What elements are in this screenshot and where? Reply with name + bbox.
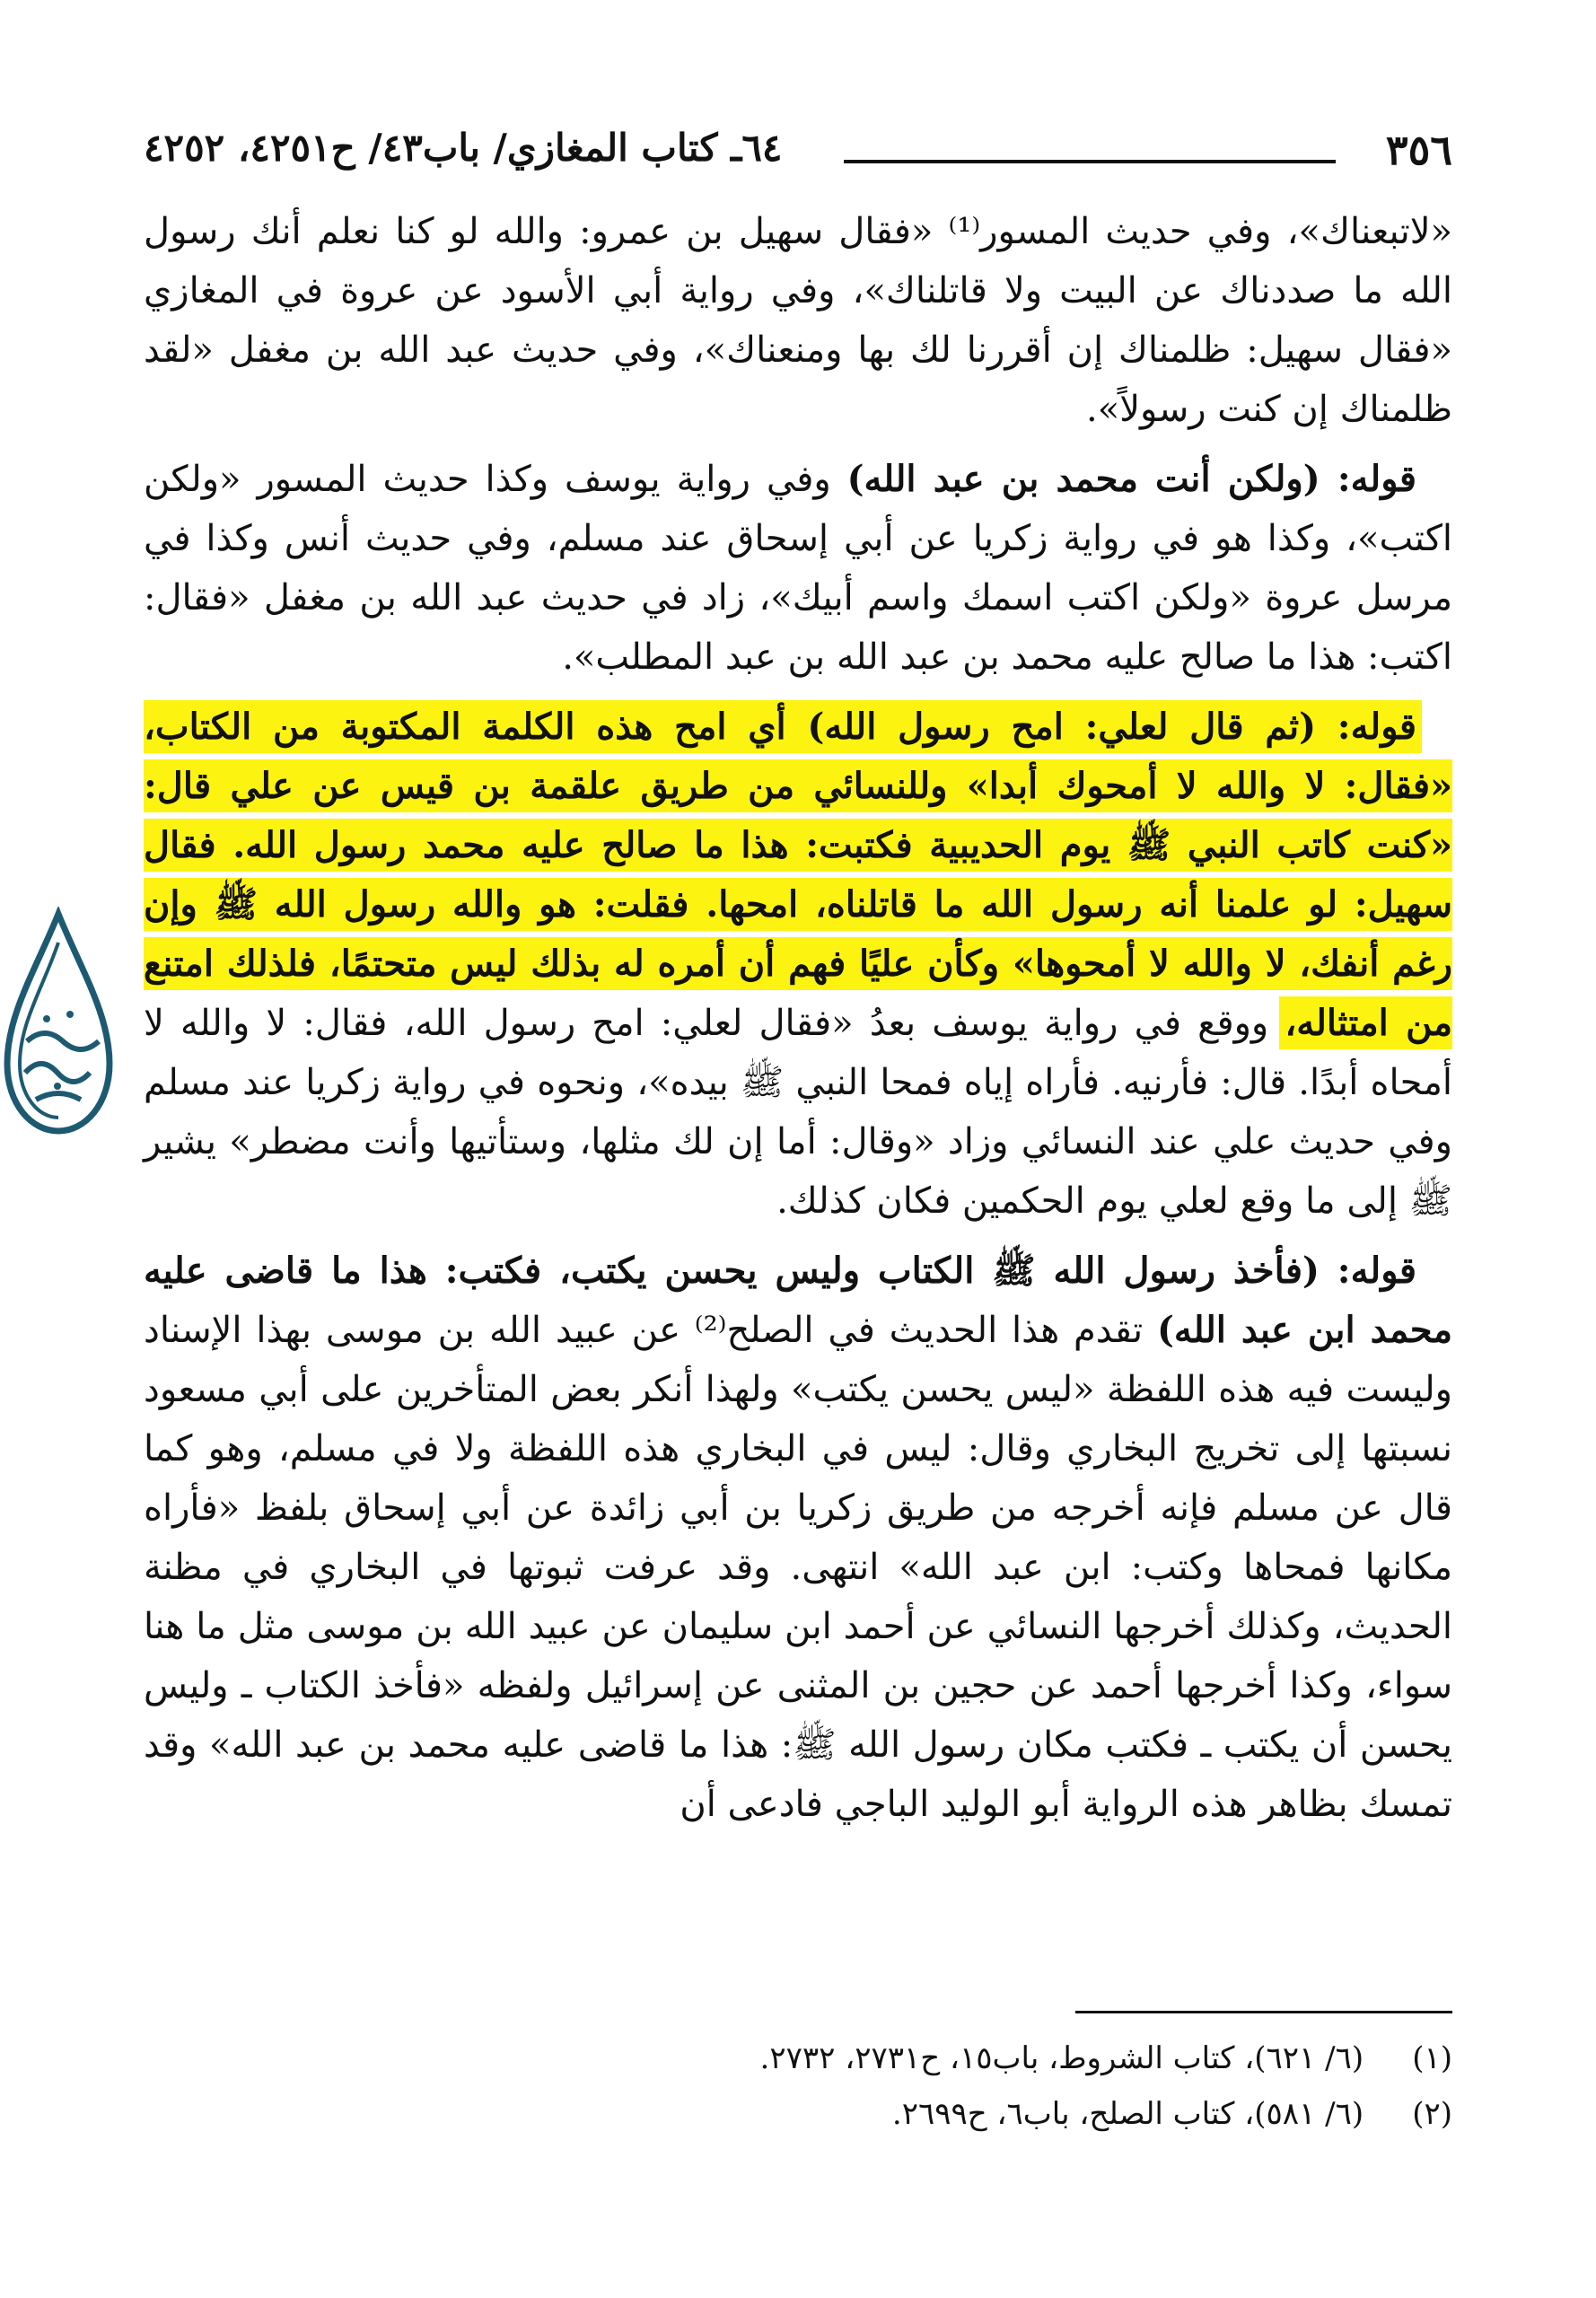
footnote bbox=[144, 2086, 1452, 2142]
paragraph bbox=[144, 202, 1452, 439]
paragraph bbox=[144, 1241, 1452, 1834]
running-title: ٦٤ـ كتاب المغازي/ باب٤٣/ ح٤٢٥١، ٤٢٥٢ bbox=[144, 126, 783, 170]
main-text bbox=[144, 202, 1452, 1845]
watermark-logo-icon bbox=[0, 907, 117, 1140]
footnotes bbox=[144, 2030, 1452, 2142]
paragraph-text: تقدم هذا الحديث في الصلح⁽²⁾ عن عبيد الله بن موسى بهذا الإسناد وليست فيه هذه اللفظة «ليس يحسن يكتب» ولهذا أنكر بعض المتأخرين على أبي مسعود نسبتها إلى تخريج البخاري وقال: ليس في البخاري هذه اللفظة ولا في مسلم، وهو كما قال عن مسلم فإنه أخرجه من طريق زكريا بن أبي زائدة عن أبي إسحاق بلفظ «فأراه مكانها فمحاها وكتب: ابن عبد الله» انتهى. وقد عرفت ثبوتها في البخاري في مظنة الحديث، وكذلك أخرجها النسائي عن أحمد ابن سليمان عن عبيد الله بن موسى مثل ما هنا سواء، وكذا أخرجها أحمد عن حجين بن المثنى عن إسرائيل ولفظه «فأخذ الكتاب ـ وليس يحسن أن يكتب ـ فكتب مكان رسول الله ﷺ: هذا ما قاضى عليه محمد بن عبد الله» وقد تمسك بظاهر هذه الرواية أبو الوليد الباجي فادعى أن bbox=[144, 1310, 1453, 1825]
footnote-rule bbox=[1075, 2011, 1452, 2013]
footnote-marker: (٢) bbox=[1412, 2096, 1452, 2132]
paragraph-lead: قوله: (ولكن أنت محمد بن عبد الله) bbox=[846, 458, 1417, 500]
paragraph-text: ووقع في رواية يوسف بعدُ «فقال لعلي: امح رسول الله، فقال: لا والله لا أمحاه أبدًا. قال: فأرنيه. فأراه إياه فمحا النبي ﷺ بيده»، ونحوه في رواية زكريا عند مسلم وفي حديث علي عند النسائي وزاد «وقال: أما إن لك مثلها، وستأتيها وأنت مضطر» يشير ﷺ إلى ما وقع لعلي يوم الحكمين فكان كذلك. bbox=[144, 1003, 1452, 1222]
page-header bbox=[144, 126, 1452, 180]
footnote-text: (٦/ ٥٨١)، كتاب الصلح، باب٦، ح٢٦٩٩. bbox=[891, 2096, 1364, 2132]
page-number: ٣٥٦ bbox=[1385, 126, 1452, 174]
paragraph bbox=[144, 450, 1452, 687]
footnote-text: (٦/ ٦٢١)، كتاب الشروط، باب١٥، ح٢٧٣١، ٢٧٣٢. bbox=[759, 2040, 1364, 2076]
paragraph-text: «لاتبعناك»، وفي حديث المسور⁽¹⁾ «فقال سهيل بن عمرو: والله لو كنا نعلم أنك رسول الله ما صددناك عن البيت ولا قاتلناك»، وفي رواية أبي الأسود عن عروة في المغازي «فقال سهيل: ظلمناك إن أقررنا لك بها ومنعناك»، وفي حديث عبد الله بن مغفل «لقد ظلمناك إن كنت رسولاً». bbox=[144, 211, 1452, 430]
header-rule bbox=[844, 160, 1336, 163]
highlighted-passage: قوله: (ثم قال لعلي: امح رسول الله) أي امح هذه الكلمة المكتوبة من الكتاب، «فقال: لا والله لا أمحوك أبدا» وللنسائي من طريق علقمة بن قيس عن علي قال: «كنت كاتب النبي ﷺ يوم الحديبية فكتبت: هذا ما صالح عليه محمد رسول الله. فقال سهيل: لو علمنا أنه رسول الله ما قاتلناه، امحها. فقلت: هو والله رسول الله ﷺ وإن رغم أنفك، لا والله لا أمحوها» وكأن عليًا فهم أن أمره له بذلك ليس متحتمًا، فلذلك امتنع من امتثاله، bbox=[144, 706, 1452, 1044]
paragraph bbox=[144, 697, 1452, 1231]
paragraph-text: وفي رواية يوسف وكذا حديث المسور «ولكن اكتب»، وكذا هو في رواية زكريا عن أبي إسحاق عند مسلم، وفي حديث أنس وكذا في مرسل عروة «ولكن اكتب اسمك واسم أبيك»، زاد في حديث عبد الله بن مغفل «فقال: اكتب: هذا ما صالح عليه محمد بن عبد الله بن عبد المطلب». bbox=[144, 459, 1452, 678]
footnote-marker: (١) bbox=[1412, 2040, 1452, 2076]
footnote bbox=[144, 2030, 1452, 2086]
paragraph-lead: قوله: (فأخذ رسول الله ﷺ الكتاب وليس يحسن يكتب، فكتب: هذا ما قاضى عليه محمد ابن عبد الله) bbox=[144, 1250, 1452, 1351]
